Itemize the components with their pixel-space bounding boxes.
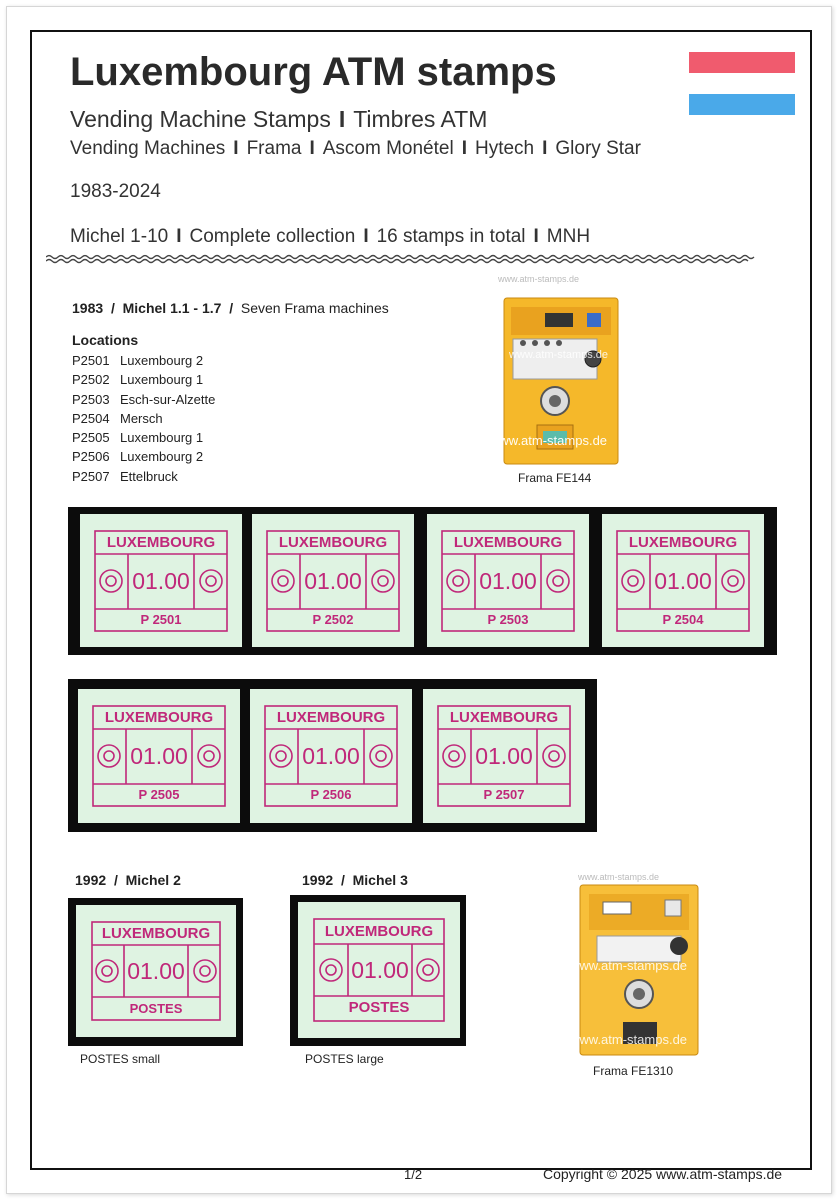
stamp-machine-code: P 2503 [487,612,529,627]
stamp-value: 01.00 [132,568,190,594]
atm-stamp-p2503 [427,514,589,647]
stamp-country: LUXEMBOURG [453,534,563,551]
watermark: www.atm-stamps.de [570,1032,688,1047]
luxembourg-flag [689,52,795,115]
stamp-value: 01.00 [479,568,537,594]
section-1992-michel2-heading: 1992 / Michel 2 [75,872,181,888]
stamp-postes-label: POSTES [129,1001,183,1016]
stamp-country: LUXEMBOURG [628,534,738,551]
atm-stamp-p2502 [252,514,414,647]
page-number: 1/2 [404,1167,423,1182]
stamp-machine-code: P 2506 [310,787,352,802]
stamp-country: LUXEMBOURG [276,709,386,726]
stamp-value: 01.00 [475,743,533,769]
stamp-postes-label: POSTES [348,999,410,1016]
section-1992-michel3-heading: 1992 / Michel 3 [302,872,408,888]
stamp-machine-code: P 2504 [662,612,704,627]
atm-stamp-p2501 [80,514,242,647]
stamp-country: LUXEMBOURG [106,534,216,551]
catalog-summary: Michel 1-10 I Complete collection I 16 stamps in total I MNH [70,226,591,247]
stamp-country: LUXEMBOURG [101,925,211,942]
stamp-machine-code: P 2505 [138,787,180,802]
frama-fe144-machine-photo: www.atm-stamps.de [503,297,619,465]
list-item: P2505 Luxembourg 1 [72,430,204,446]
list-item: P2502 Luxembourg 1 [72,372,204,388]
atm-stamp-postes-small [76,905,236,1037]
atm-stamp-p2506 [250,689,412,823]
atm-stamp-p2507 [423,689,585,823]
atm-stamp-p2504 [602,514,764,647]
atm-stamp-p2505 [78,689,240,823]
watermark: www.atm-stamps.de [578,872,660,882]
stamp-caption: POSTES large [305,1052,384,1066]
stamp-value: 01.00 [654,568,712,594]
list-item: P2504 Mersch [72,410,163,426]
page-subtitle: Vending Machine Stamps I Timbres ATM [70,106,488,132]
list-item: P2507 Ettelbruck [72,468,178,484]
machine-types: Vending Machines I Frama I Ascom Monétel I Hytech I Glory Star [70,138,641,159]
list-item: P2506 Luxembourg 2 [72,449,204,465]
section-1983-heading: 1983 / Michel 1.1 - 1.7 / Seven Frama machines [72,300,389,316]
stamp-machine-code: P 2501 [140,612,182,627]
year-range: 1983-2024 [70,181,161,202]
machine-caption: Frama FE1310 [593,1064,674,1078]
stamp-country: LUXEMBOURG [104,709,214,726]
stamp-country: LUXEMBOURG [449,709,559,726]
atm-stamp-postes-large [298,902,460,1038]
stamp-value: 01.00 [130,743,188,769]
stamp-value: 01.00 [127,958,185,984]
page-title: Luxembourg ATM stamps [70,50,557,94]
stamp-value: 01.00 [351,957,409,983]
stamp-value: 01.00 [302,743,360,769]
locations-title: Locations [72,332,139,348]
list-item: P2503 Esch-sur-Alzette [72,391,216,407]
watermark: www.atm-stamps.de [498,274,580,284]
watermark: www.atm-stamps.de [490,433,608,448]
locations-list [72,351,215,486]
stamp-country: LUXEMBOURG [324,923,434,940]
stamp-machine-code: P 2502 [312,612,354,627]
stamp-caption: POSTES small [80,1052,161,1066]
stamp-value: 01.00 [304,568,362,594]
copyright-notice: Copyright © 2025 www.atm-stamps.de [543,1166,783,1182]
stamp-country: LUXEMBOURG [278,534,388,551]
list-item: P2501 Luxembourg 2 [72,353,204,368]
machine-caption: Frama FE144 [518,471,592,485]
stamp-machine-code: P 2507 [483,787,525,802]
wavy-divider [46,252,786,266]
watermark: www.atm-stamps.de [570,958,688,973]
